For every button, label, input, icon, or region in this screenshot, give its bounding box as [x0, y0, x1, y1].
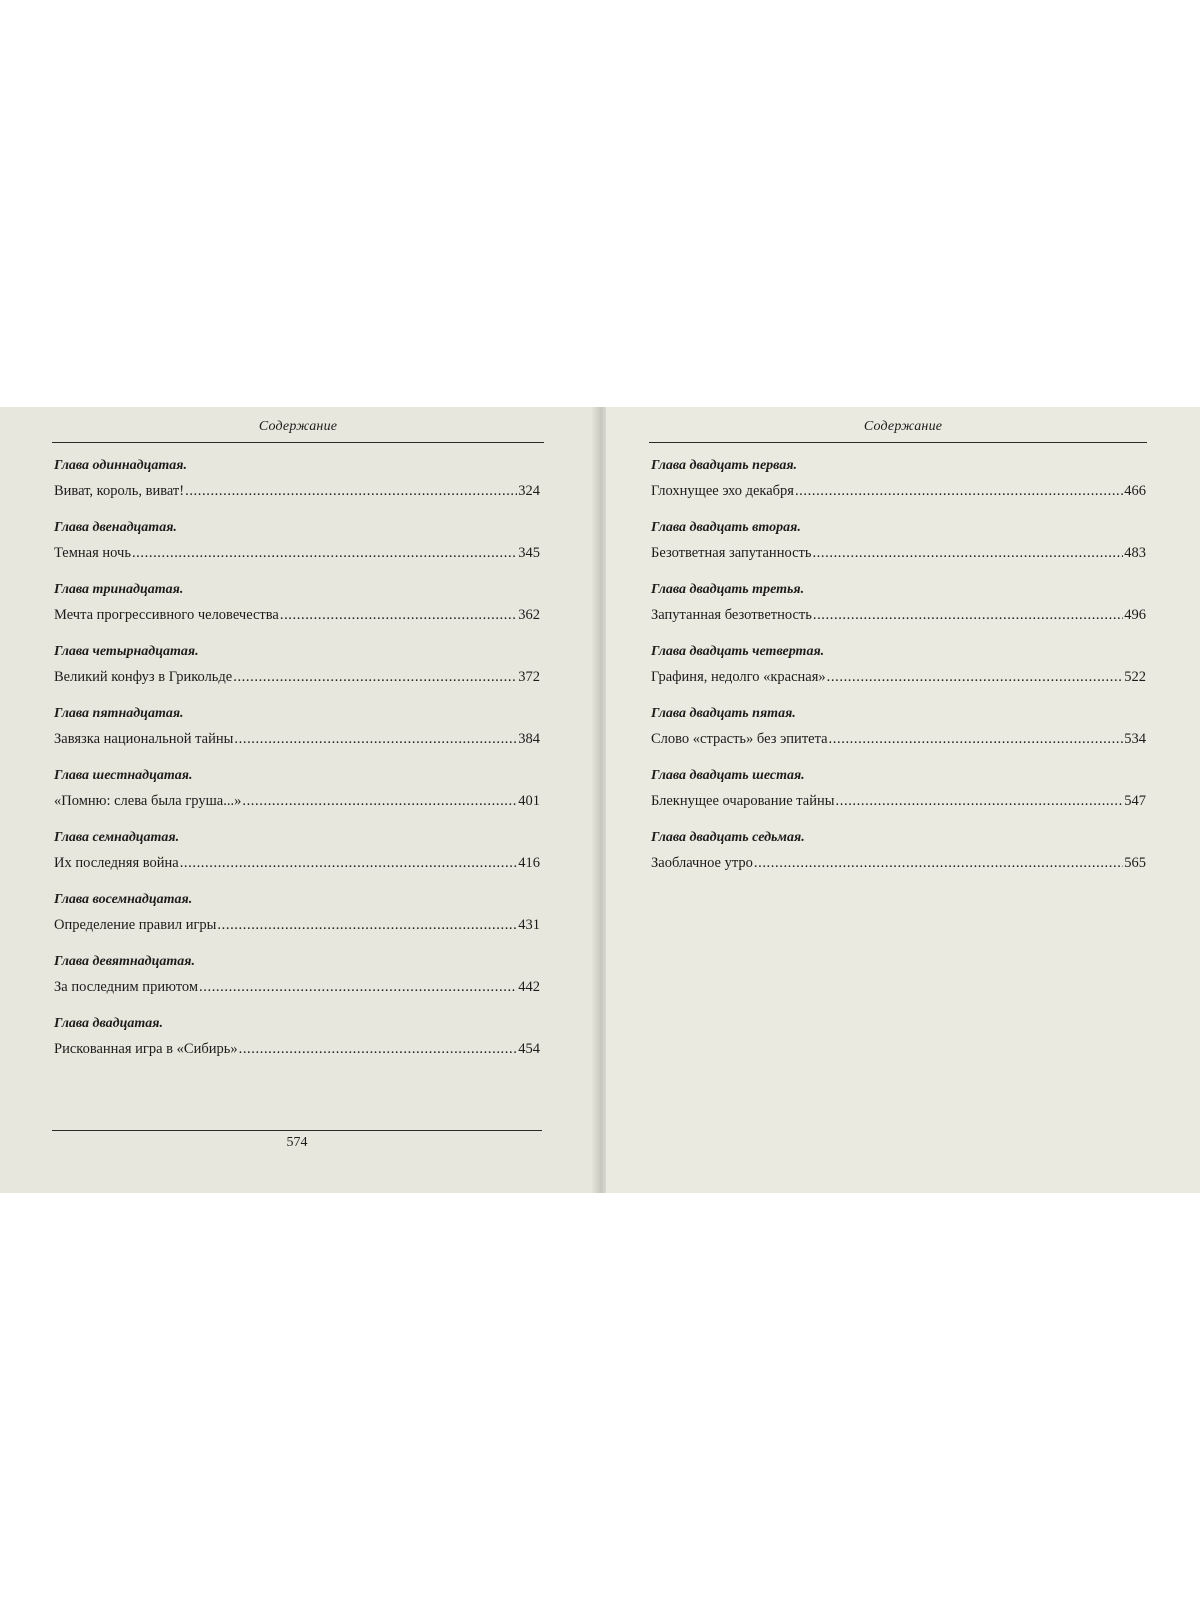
chapter-label: Глава четырнадцатая. [54, 644, 199, 659]
dot-leader [239, 1039, 518, 1059]
toc-entry [54, 891, 540, 953]
header-rule [52, 442, 544, 443]
dot-leader [754, 853, 1123, 873]
page-number: 483 [1124, 545, 1146, 561]
chapter-title: Рискованная игра в «Сибирь» [54, 1041, 238, 1057]
dot-leader [795, 481, 1123, 501]
chapter-label: Глава девятнадцатая. [54, 954, 195, 969]
toc-entry [54, 581, 540, 643]
header-rule [649, 442, 1147, 443]
dot-leader [234, 729, 517, 749]
page-number: 534 [1124, 731, 1146, 747]
chapter-title: Великий конфуз в Грикольде [54, 669, 233, 685]
chapter-title: Заоблачное утро [651, 855, 753, 871]
running-head: Содержание [863, 419, 943, 434]
chapter-label: Глава двадцать пятая. [651, 706, 796, 721]
page-number: 442 [518, 979, 540, 995]
table-of-contents [54, 457, 540, 1077]
toc-entry [651, 705, 1146, 767]
dot-leader [217, 915, 517, 935]
chapter-title: Блекнущее очарование тайны [651, 793, 835, 809]
page-number: 522 [1124, 669, 1146, 685]
chapter-title: Запутанная безответность [651, 607, 812, 623]
toc-entry [54, 1015, 540, 1077]
page-number: 496 [1124, 607, 1146, 623]
chapter-label: Глава восемнадцатая. [54, 892, 193, 907]
page-number: 384 [518, 731, 540, 747]
page-number: 466 [1124, 483, 1146, 499]
page-number: 345 [518, 545, 540, 561]
page-number: 431 [518, 917, 540, 933]
page-number: 416 [518, 855, 540, 871]
toc-entry [54, 953, 540, 1015]
chapter-title: Безответная запутанность [651, 545, 812, 561]
page-folio: 574 [286, 1135, 308, 1150]
chapter-title: Завязка национальной тайны [54, 731, 234, 747]
table-of-contents [651, 457, 1146, 891]
footer-rule [52, 1130, 542, 1131]
chapter-title: Их последняя война [54, 855, 179, 871]
chapter-title: Виват, король, виват! [54, 483, 185, 499]
page-number: 454 [518, 1041, 540, 1057]
dot-leader [829, 729, 1124, 749]
page-number: 372 [518, 669, 540, 685]
dot-leader [180, 853, 518, 873]
chapter-label: Глава двадцать первая. [651, 458, 798, 473]
chapter-label: Глава двенадцатая. [54, 520, 177, 535]
page-number: 547 [1124, 793, 1146, 809]
toc-entry [54, 829, 540, 891]
chapter-title: Слово «страсть» без эпитета [651, 731, 828, 747]
dot-leader [199, 977, 517, 997]
chapter-title: За последним приютом [54, 979, 199, 995]
running-head: Содержание [258, 419, 338, 434]
book-spread [0, 407, 1200, 1193]
chapter-label: Глава семнадцатая. [54, 830, 180, 845]
chapter-label: Глава двадцать шестая. [651, 768, 805, 783]
chapter-label: Глава шестнадцатая. [54, 768, 193, 783]
chapter-title: Мечта прогрессивного человечества [54, 607, 279, 623]
chapter-label: Глава двадцать вторая. [651, 520, 801, 535]
page-number: 362 [518, 607, 540, 623]
dot-leader [185, 481, 517, 501]
toc-entry [54, 705, 540, 767]
page-number: 324 [518, 483, 540, 499]
dot-leader [812, 543, 1123, 563]
dot-leader [836, 791, 1124, 811]
toc-entry [651, 519, 1146, 581]
dot-leader [280, 605, 517, 625]
chapter-label: Глава пятнадцатая. [54, 706, 184, 721]
toc-entry [651, 767, 1146, 829]
chapter-title: Глохнущее эхо декабря [651, 483, 794, 499]
chapter-label: Глава двадцатая. [54, 1016, 163, 1031]
chapter-label: Глава двадцать седьмая. [651, 830, 805, 845]
chapter-label: Глава двадцать четвертая. [651, 644, 825, 659]
toc-entry [54, 643, 540, 705]
right-page [606, 407, 1200, 1193]
toc-entry [54, 519, 540, 581]
page-number: 401 [518, 793, 540, 809]
toc-entry [651, 643, 1146, 705]
toc-entry [651, 457, 1146, 519]
dot-leader [233, 667, 517, 687]
toc-entry [651, 581, 1146, 643]
chapter-label: Глава одиннадцатая. [54, 458, 187, 473]
toc-entry [54, 767, 540, 829]
dot-leader [827, 667, 1124, 687]
left-page [0, 407, 596, 1193]
chapter-title: «Помню: слева была груша...» [54, 793, 242, 809]
toc-entry [54, 457, 540, 519]
toc-entry [651, 829, 1146, 891]
chapter-title: Определение правил игры [54, 917, 217, 933]
chapter-label: Глава двадцать третья. [651, 582, 805, 597]
dot-leader [242, 791, 517, 811]
chapter-label: Глава тринадцатая. [54, 582, 184, 597]
dot-leader [132, 543, 517, 563]
chapter-title: Графиня, недолго «красная» [651, 669, 826, 685]
chapter-title: Темная ночь [54, 545, 131, 561]
dot-leader [813, 605, 1123, 625]
page-number: 565 [1124, 855, 1146, 871]
